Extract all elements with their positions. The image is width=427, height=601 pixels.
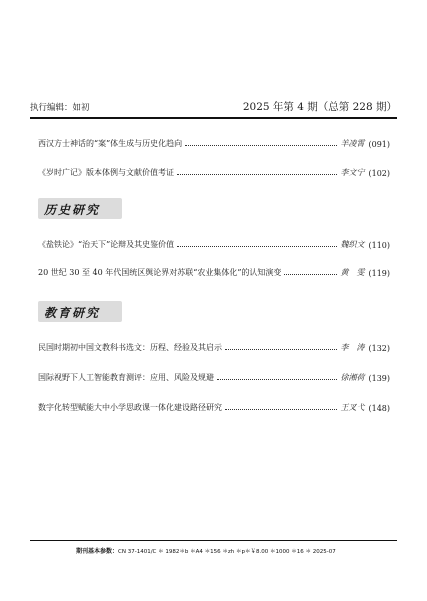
toc-entry[interactable]: [38, 238, 390, 250]
section-heading-history: [38, 198, 122, 219]
toc-entry[interactable]: [38, 266, 390, 278]
section-heading-label: 教育研究: [44, 306, 101, 320]
header-rule: [30, 117, 397, 119]
executive-editor: 执行编辑：如初: [30, 103, 90, 113]
article-title: 20 世纪 30 至 40 年代国统区舆论界对苏联“农业集体化”的认知演变: [38, 268, 282, 277]
section-heading-education: [38, 301, 122, 322]
issue-number: 2025 年第 4 期（总第 228 期）: [242, 101, 397, 113]
toc-entry[interactable]: [38, 341, 390, 353]
dot-leader: [225, 409, 337, 410]
journal-parameters-text: CN 37-1401/C ＊ 1982＊b ＊A4 ＊156 ＊zh ＊p＊￥8.00 ＊1000 ＊16 ＊ 2025-07: [118, 549, 336, 555]
dot-leader: [177, 246, 337, 247]
article-title: 数字化转型赋能大中小学思政课一体化建设路径研究: [38, 403, 222, 412]
article-author: 徐湘荷: [340, 373, 365, 382]
article-page: (148): [368, 404, 390, 413]
page-header: [30, 99, 397, 115]
toc-entry[interactable]: [38, 166, 390, 178]
article-title: 《盐铁论》“治天下”论辩及其史鉴价值: [38, 240, 175, 249]
article-page: (119): [368, 269, 390, 278]
dot-leader: [284, 274, 337, 275]
article-title: 国际视野下人工智能教育测评：应用、风险及规避: [38, 373, 214, 382]
article-author: 魏织文: [340, 240, 365, 249]
dot-leader: [225, 349, 337, 350]
article-title: 西汉方士神话的“案”体生成与历史化趋向: [38, 139, 183, 148]
article-page: (102): [368, 169, 390, 178]
article-title: 《岁时广记》版本体例与文献价值考证: [38, 168, 174, 177]
journal-parameters-label: 期刊基本参数：: [76, 548, 119, 555]
article-author: 羊凌霄: [340, 139, 365, 148]
article-author: 王叉弋: [340, 403, 365, 412]
article-page: (091): [368, 140, 390, 149]
article-page: (139): [368, 374, 390, 383]
journal-parameters: [76, 546, 336, 555]
article-author: 黄 雯: [340, 268, 365, 277]
dot-leader: [217, 379, 337, 380]
toc-entry[interactable]: [38, 401, 390, 413]
footer-rule: [30, 540, 397, 541]
article-page: (110): [368, 241, 390, 250]
article-title: 民国时期初中国文教科书选文：历程、经验及其启示: [38, 343, 222, 352]
dot-leader: [185, 145, 337, 146]
dot-leader: [177, 174, 337, 175]
section-heading-label: 历史研究: [44, 203, 101, 217]
article-page: (132): [368, 344, 390, 353]
toc-entry[interactable]: [38, 371, 390, 383]
article-author: 李 涛: [340, 343, 365, 352]
article-author: 李文宁: [340, 168, 365, 177]
toc-entry[interactable]: [38, 137, 390, 149]
